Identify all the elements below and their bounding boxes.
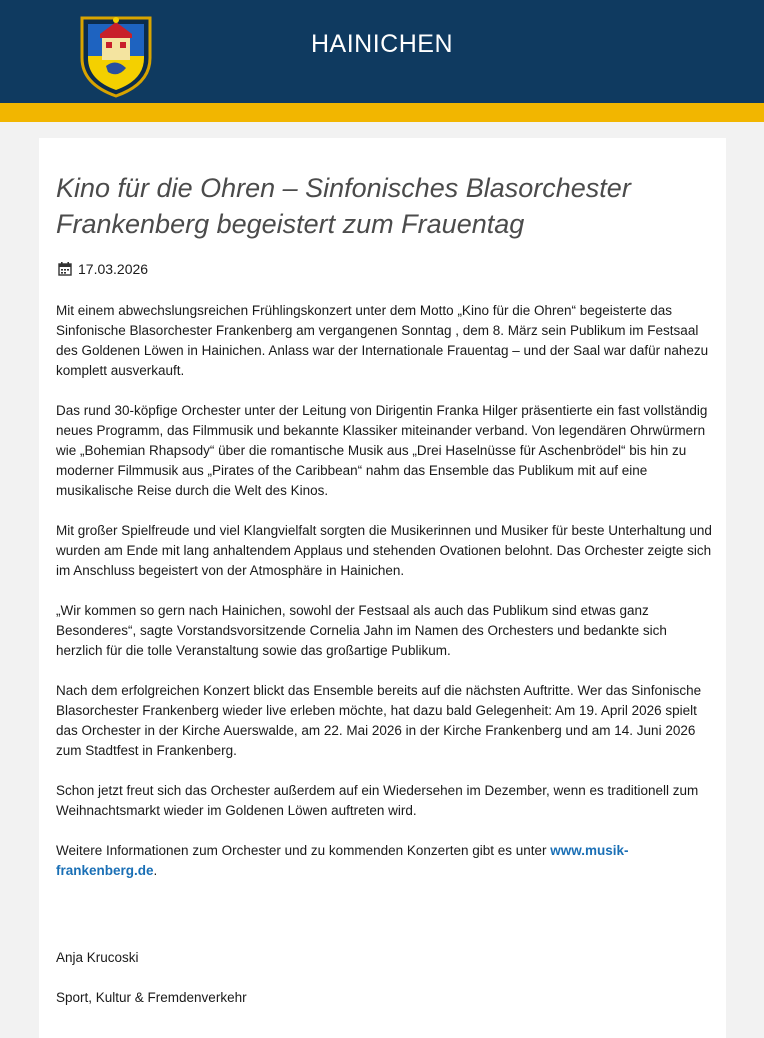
author-department: Sport, Kultur & Fremdenverkehr [56, 990, 247, 1005]
article-body [56, 301, 712, 901]
more-info-text: Weitere Informationen zum Orchester und zu kommenden Konzerten gibt es unter [56, 843, 551, 858]
article-title: Kino für die Ohren – Sinfonisches Blasorchester Frankenberg begeistert zum Frauentag [56, 173, 631, 239]
more-info-paragraph [56, 841, 712, 881]
header-accent-stripe [0, 103, 764, 122]
paragraph: „Wir kommen so gern nach Hainichen, sowohl der Festsaal als auch das Publikum sind etwas ganz Besonderes“, sagte Vorstandsvorsitzende Cornelia Jahn im Namen des Orchesters und bedankte sich herzlich für die tolle Veranstaltung sowie das großartige Publikum. [56, 603, 667, 658]
orchestra-website-link[interactable]: www.musik-frankenberg.de [56, 843, 629, 878]
paragraph: Nach dem erfolgreichen Konzert blickt das Ensemble bereits auf die nächsten Auftritte. Wer das Sinfonische Blasorchester Frankenberg wieder live erleben möchte, hat dazu bald Gelegenheit: Am 19. April 2026 spielt das Orchester in der Kirche Auerswalde, am 22. Mai 2026 in der Kirche Frankenberg und am 14. Juni 2026 zum Stadtfest in Frankenberg. [56, 683, 702, 758]
paragraph: Schon jetzt freut sich das Orchester außerdem auf ein Wiedersehen im Dezember, wenn es traditionell zum Weihnachtsmarkt wieder im Goldenen Löwen auftreten wird. [56, 783, 699, 818]
paragraph: Das rund 30-köpfige Orchester unter der Leitung von Dirigentin Franka Hilger präsentierte ein fast vollständig neues Programm, das Filmmusik und bekannte Klassiker miteinander verband. Von legendären Ohrwürmern wie „Bohemian Rhapsody“ über die romantische Musik aus „Drei Haselnüsse für Aschenbrödel“ bis hin zu moderner Filmmusik aus „Pirates of the Caribbean“ nahm das Ensemble das Publikum mit auf eine musikalische Reise durch die Welt des Kinos. [56, 403, 708, 498]
article-date [58, 259, 148, 279]
site-title[interactable]: HAINICHEN [310, 30, 453, 58]
more-info-end: . [153, 863, 158, 878]
author-name: Anja Krucoski [56, 950, 139, 965]
paragraph: Mit einem abwechslungsreichen Frühlingskonzert unter dem Motto „Kino für die Ohren“ begeisterte das Sinfonische Blasorchester Frankenberg am vergangenen Sonntag , dem 8. März sein Publikum im Festsaal des Goldenen Löwen in Hainichen. Anlass war der Internationale Frauentag – und der Saal war dafür nahezu komplett ausverkauft. [56, 303, 709, 378]
paragraph: Mit großer Spielfreude und viel Klangvielfalt sorgten die Musikerinnen und Musiker für beste Unterhaltung und wurden am Ende mit lang anhaltendem Applaus und stehenden Ovationen belohnt. Das Orchester zeigte sich im Anschluss begeistert von der Atmosphäre in Hainichen. [56, 523, 712, 578]
date-text: 17.03.2026 [78, 261, 149, 277]
calendar-icon [58, 262, 72, 276]
